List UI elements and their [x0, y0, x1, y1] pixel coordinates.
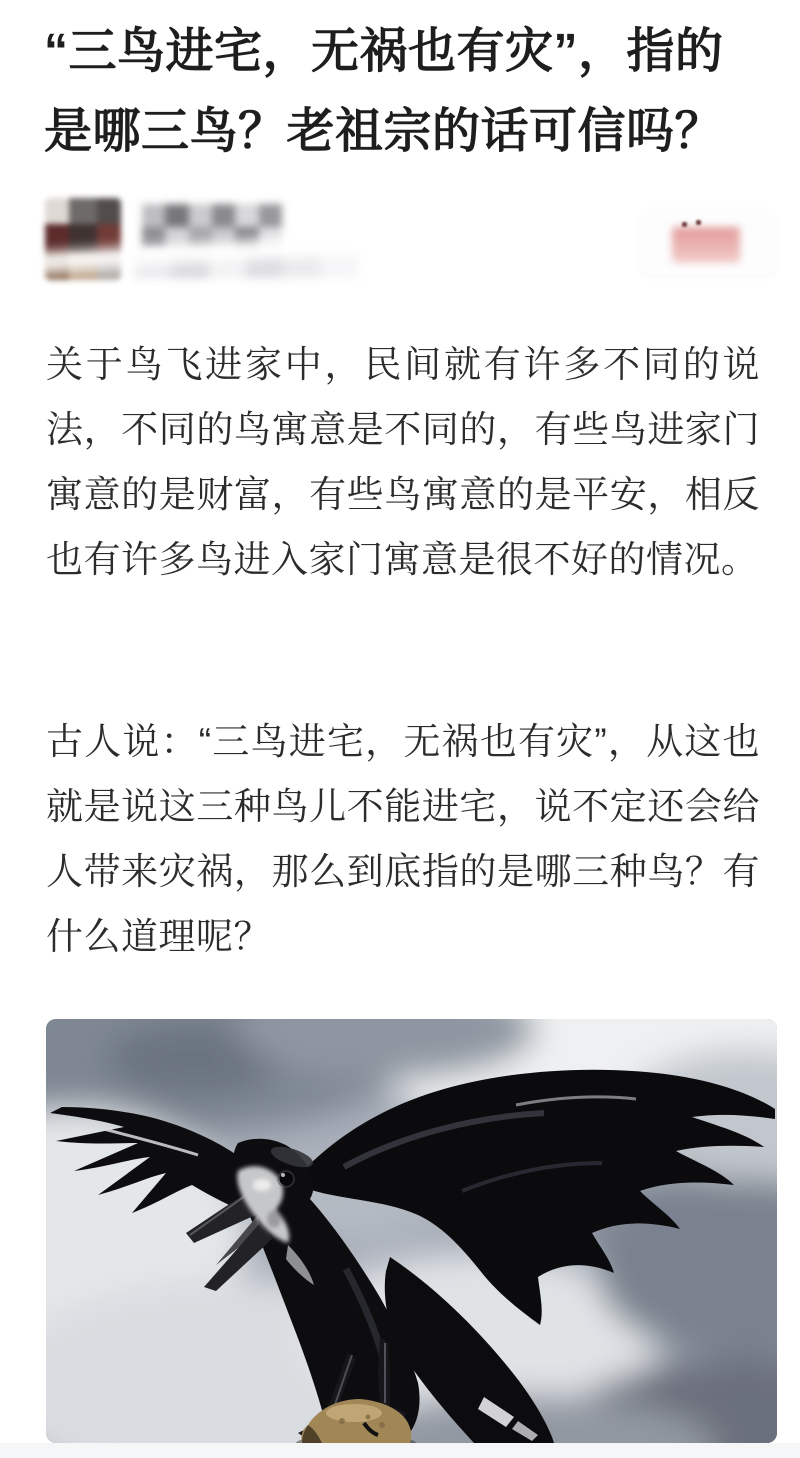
footer-strip	[0, 1443, 800, 1458]
follow-button[interactable]	[640, 210, 776, 274]
crow-photo-illustration	[46, 1019, 777, 1443]
follow-button-blur	[672, 227, 740, 263]
follow-button-text-remnant	[696, 220, 701, 225]
title-line-2: 是哪三鸟？老祖宗的话可信吗？	[44, 105, 724, 158]
follow-button-text-remnant	[682, 222, 687, 227]
article-title	[44, 12, 768, 172]
title-line-1: “三鸟进宅，无祸也有灾”，指的	[44, 25, 724, 78]
article-paragraph: 关于鸟飞进家中，民间就有许多不同的说法，不同的鸟寓意是不同的，有些鸟进家门寓意的是财富，有些鸟寓意的是平安，相反也有许多鸟进入家门寓意是很不好的情况。	[46, 344, 760, 580]
author-row	[0, 198, 800, 288]
article-paragraph: 古人说：“三鸟进宅，无祸也有灾”，从这也就是说这三种鸟儿不能进宅，说不定还会给人带来灾祸，那么到底指的是哪三种鸟？有什么道理呢？	[46, 721, 760, 957]
article-image[interactable]	[46, 1019, 777, 1443]
